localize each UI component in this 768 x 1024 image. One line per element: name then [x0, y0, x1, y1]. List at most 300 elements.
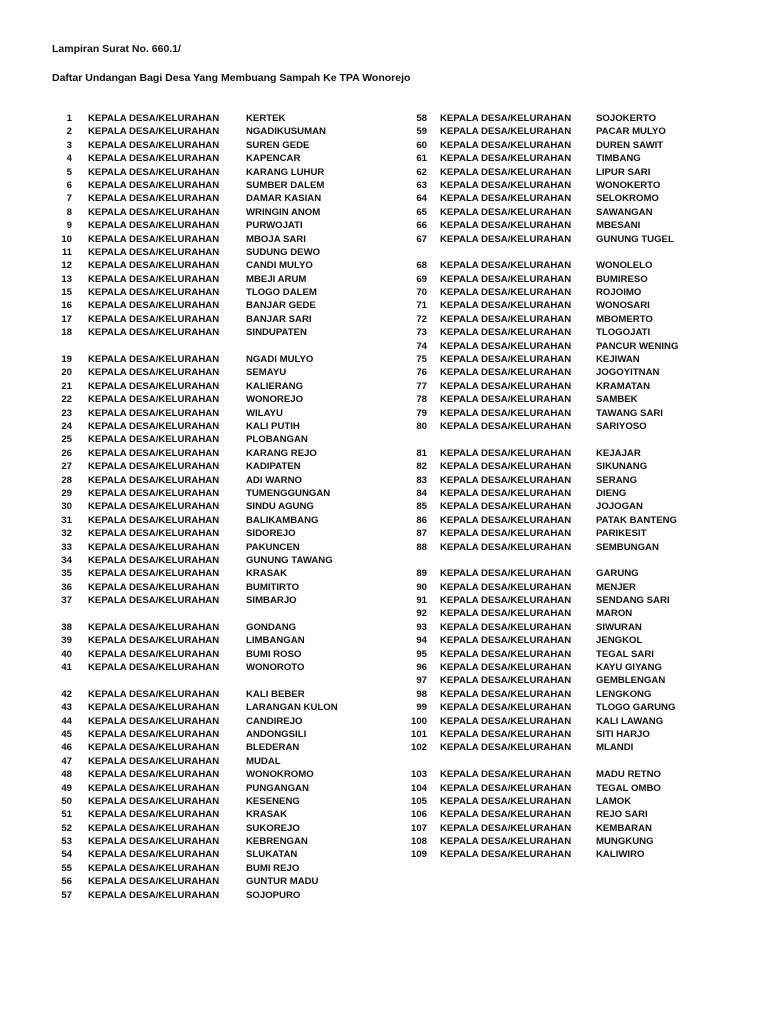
- item-number: 97: [416, 675, 427, 687]
- item-village: KEJIWAN: [596, 354, 640, 366]
- item-number: 6: [66, 179, 72, 191]
- item-number: 46: [61, 742, 72, 754]
- item-number: 47: [61, 755, 72, 767]
- list-item: [398, 848, 726, 861]
- item-village: DIENG: [596, 487, 627, 499]
- list-item: [52, 286, 376, 299]
- item-title: KEPALA DESA/KELURAHAN: [440, 220, 572, 232]
- list-item: [398, 688, 726, 701]
- list-item: [398, 541, 726, 554]
- item-number: 40: [61, 648, 72, 660]
- item-number: 26: [61, 447, 72, 459]
- item-number: 69: [416, 273, 427, 285]
- list-item: [398, 313, 726, 326]
- list-item: [52, 313, 376, 326]
- item-number: 31: [61, 514, 72, 526]
- item-village: GARUNG: [596, 568, 639, 580]
- item-title: KEPALA DESA/KELURAHAN: [440, 447, 572, 459]
- item-title: KEPALA DESA/KELURAHAN: [88, 809, 220, 821]
- list-item: [398, 233, 726, 246]
- item-village: WONOROTO: [246, 662, 305, 674]
- item-village: MBESANI: [596, 220, 641, 232]
- item-title: KEPALA DESA/KELURAHAN: [440, 849, 572, 861]
- list-item: [398, 219, 726, 232]
- letter-reference: Lampiran Surat No. 660.1/: [52, 43, 181, 55]
- item-village: ROJOIMO: [596, 287, 642, 299]
- item-title: KEPALA DESA/KELURAHAN: [88, 501, 220, 513]
- item-title: KEPALA DESA/KELURAHAN: [88, 648, 220, 660]
- item-title: KEPALA DESA/KELURAHAN: [88, 581, 220, 593]
- list-item: [398, 621, 726, 634]
- item-village: PURWOJATI: [246, 220, 303, 232]
- item-number: 19: [61, 354, 72, 366]
- item-number: 15: [61, 287, 72, 299]
- list-item: [52, 474, 376, 487]
- list-item: [398, 420, 726, 433]
- list-item: [398, 808, 726, 821]
- item-title: KEPALA DESA/KELURAHAN: [440, 487, 572, 499]
- item-number: 98: [416, 688, 427, 700]
- item-village: SIKUNANG: [596, 461, 648, 473]
- list-item: [52, 728, 376, 741]
- list-item: [398, 500, 726, 513]
- item-number: 38: [61, 621, 72, 633]
- item-title: KEPALA DESA/KELURAHAN: [88, 380, 220, 392]
- item-number: 17: [61, 313, 72, 325]
- item-title: KEPALA DESA/KELURAHAN: [88, 595, 220, 607]
- list-item: [52, 527, 376, 540]
- item-village: MADU RETNO: [596, 769, 662, 781]
- item-village: MBOMERTO: [596, 313, 653, 325]
- item-number: 105: [410, 795, 427, 807]
- item-number: 24: [61, 420, 72, 432]
- item-title: KEPALA DESA/KELURAHAN: [88, 702, 220, 714]
- item-number: 90: [416, 581, 427, 593]
- item-village: NGADI MULYO: [246, 354, 314, 366]
- item-title: KEPALA DESA/KELURAHAN: [440, 367, 572, 379]
- item-village: SARIYOSO: [596, 420, 647, 432]
- item-title: KEPALA DESA/KELURAHAN: [440, 206, 572, 218]
- item-village: WILAYU: [246, 407, 283, 419]
- item-title: KEPALA DESA/KELURAHAN: [88, 487, 220, 499]
- list-item: [52, 219, 376, 232]
- item-number: 48: [61, 769, 72, 781]
- item-title: KEPALA DESA/KELURAHAN: [88, 635, 220, 647]
- list-item: [398, 166, 726, 179]
- item-title: KEPALA DESA/KELURAHAN: [440, 742, 572, 754]
- list-item: [52, 514, 376, 527]
- list-column-right: [398, 112, 726, 862]
- list-item: [398, 192, 726, 205]
- item-title: KEPALA DESA/KELURAHAN: [88, 822, 220, 834]
- item-number: 63: [416, 179, 427, 191]
- item-title: KEPALA DESA/KELURAHAN: [440, 769, 572, 781]
- list-item: [398, 366, 726, 379]
- item-village: JENGKOL: [596, 635, 643, 647]
- item-number: 76: [416, 367, 427, 379]
- item-title: KEPALA DESA/KELURAHAN: [440, 728, 572, 740]
- item-number: 65: [416, 206, 427, 218]
- item-village: SAWANGAN: [596, 206, 653, 218]
- item-village: BUMI REJO: [246, 862, 300, 874]
- list-item: [52, 822, 376, 835]
- item-number: 12: [61, 260, 72, 272]
- item-number: 51: [61, 809, 72, 821]
- item-number: 36: [61, 581, 72, 593]
- item-number: 79: [416, 407, 427, 419]
- item-number: 109: [410, 849, 427, 861]
- item-village: SITI HARJO: [596, 728, 650, 740]
- item-village: DAMAR KASIAN: [246, 193, 322, 205]
- item-village: LAMOK: [596, 795, 632, 807]
- item-number: 35: [61, 568, 72, 580]
- list-item: [52, 259, 376, 272]
- list-item: [52, 366, 376, 379]
- item-village: KARANG LUHUR: [246, 166, 325, 178]
- item-title: KEPALA DESA/KELURAHAN: [88, 273, 220, 285]
- item-number: 44: [61, 715, 72, 727]
- list-item: [398, 353, 726, 366]
- list-item: [52, 139, 376, 152]
- item-number: 45: [61, 728, 72, 740]
- item-village: LIPUR SARI: [596, 166, 651, 178]
- list-item: [52, 299, 376, 312]
- item-village: WONOKERTO: [596, 179, 661, 191]
- item-village: LARANGAN KULON: [246, 702, 338, 714]
- item-number: 78: [416, 394, 427, 406]
- item-title: KEPALA DESA/KELURAHAN: [88, 447, 220, 459]
- item-title: KEPALA DESA/KELURAHAN: [440, 662, 572, 674]
- item-village: KRASAK: [246, 568, 288, 580]
- list-item: [398, 782, 726, 795]
- list-item: [52, 554, 376, 567]
- item-village: KEBRENGAN: [246, 836, 308, 848]
- item-title: KEPALA DESA/KELURAHAN: [440, 836, 572, 848]
- item-title: KEPALA DESA/KELURAHAN: [88, 354, 220, 366]
- item-number: 81: [416, 447, 427, 459]
- list-item: [398, 259, 726, 272]
- item-number: 55: [61, 862, 72, 874]
- item-title: KEPALA DESA/KELURAHAN: [88, 514, 220, 526]
- item-village: MBOJA SARI: [246, 233, 306, 245]
- item-number: 37: [61, 595, 72, 607]
- list-item: [52, 701, 376, 714]
- list-item: [52, 433, 376, 446]
- item-title: KEPALA DESA/KELURAHAN: [88, 407, 220, 419]
- item-village: NGADIKUSUMAN: [246, 126, 326, 138]
- item-village: SUMBER DALEM: [246, 179, 325, 191]
- item-village: KALIWIRO: [596, 849, 645, 861]
- item-number: 16: [61, 300, 72, 312]
- item-title: KEPALA DESA/KELURAHAN: [440, 501, 572, 513]
- item-number: 23: [61, 407, 72, 419]
- item-title: KEPALA DESA/KELURAHAN: [440, 702, 572, 714]
- list-item: [52, 326, 376, 339]
- item-village: LENGKONG: [596, 688, 652, 700]
- item-title: KEPALA DESA/KELURAHAN: [440, 300, 572, 312]
- item-village: CANDIREJO: [246, 715, 303, 727]
- item-village: SEMBUNGAN: [596, 541, 659, 553]
- item-village: PARIKESIT: [596, 528, 647, 540]
- list-item: [398, 206, 726, 219]
- item-title: KEPALA DESA/KELURAHAN: [88, 795, 220, 807]
- list-item: [52, 420, 376, 433]
- item-title: KEPALA DESA/KELURAHAN: [88, 662, 220, 674]
- list-item: [398, 299, 726, 312]
- item-title: KEPALA DESA/KELURAHAN: [440, 621, 572, 633]
- list-item: [398, 594, 726, 607]
- list-item: [52, 179, 376, 192]
- item-title: KEPALA DESA/KELURAHAN: [88, 313, 220, 325]
- item-village: LIMBANGAN: [246, 635, 305, 647]
- list-item: [52, 848, 376, 861]
- item-title: KEPALA DESA/KELURAHAN: [88, 179, 220, 191]
- item-number: 7: [66, 193, 72, 205]
- item-title: KEPALA DESA/KELURAHAN: [88, 260, 220, 272]
- list-column-left: [52, 112, 376, 902]
- item-village: TIMBANG: [596, 153, 641, 165]
- item-title: KEPALA DESA/KELURAHAN: [440, 795, 572, 807]
- item-village: WRINGIN ANOM: [246, 206, 321, 218]
- list-item: [52, 755, 376, 768]
- item-village: SLUKATAN: [246, 849, 298, 861]
- item-number: 68: [416, 260, 427, 272]
- item-village: BANJAR SARI: [246, 313, 312, 325]
- item-village: KESENENG: [246, 795, 300, 807]
- item-number: 25: [61, 434, 72, 446]
- item-village: TLOGO DALEM: [246, 287, 317, 299]
- item-title: KEPALA DESA/KELURAHAN: [88, 113, 220, 124]
- item-title: KEPALA DESA/KELURAHAN: [88, 715, 220, 727]
- list-item: [52, 192, 376, 205]
- list-item: [398, 822, 726, 835]
- list-item: [52, 380, 376, 393]
- item-number: 22: [61, 394, 72, 406]
- item-village: KAYU GIYANG: [596, 662, 662, 674]
- list-item: [52, 835, 376, 848]
- item-title: KEPALA DESA/KELURAHAN: [440, 568, 572, 580]
- list-item: [398, 607, 726, 620]
- item-village: MUNGKUNG: [596, 836, 654, 848]
- item-title: KEPALA DESA/KELURAHAN: [440, 233, 572, 245]
- item-village: SOJOPURO: [246, 889, 301, 901]
- item-title: KEPALA DESA/KELURAHAN: [88, 528, 220, 540]
- item-number: 96: [416, 662, 427, 674]
- item-title: KEPALA DESA/KELURAHAN: [440, 648, 572, 660]
- item-village: TLOGOJATI: [596, 327, 651, 339]
- list-item: [398, 326, 726, 339]
- item-number: 9: [66, 220, 72, 232]
- item-number: 93: [416, 621, 427, 633]
- list-item: [52, 621, 376, 634]
- item-village: JOJOGAN: [596, 501, 643, 513]
- item-village: BUMITIRTO: [246, 581, 300, 593]
- item-number: 1: [66, 113, 72, 124]
- item-number: 104: [410, 782, 427, 794]
- item-title: KEPALA DESA/KELURAHAN: [88, 474, 220, 486]
- item-number: 20: [61, 367, 72, 379]
- item-title: KEPALA DESA/KELURAHAN: [88, 782, 220, 794]
- item-title: KEPALA DESA/KELURAHAN: [88, 862, 220, 874]
- list-item: [398, 125, 726, 138]
- item-title: KEPALA DESA/KELURAHAN: [88, 153, 220, 165]
- item-title: KEPALA DESA/KELURAHAN: [440, 474, 572, 486]
- item-village: BANJAR GEDE: [246, 300, 316, 312]
- item-title: KEPALA DESA/KELURAHAN: [440, 340, 572, 352]
- item-number: 74: [416, 340, 427, 352]
- list-item: [52, 500, 376, 513]
- item-village: KAPENCAR: [246, 153, 301, 165]
- item-number: 27: [61, 461, 72, 473]
- item-village: DUREN SAWIT: [596, 139, 664, 151]
- list-item: [52, 152, 376, 165]
- item-number: 67: [416, 233, 427, 245]
- item-village: GONDANG: [246, 621, 297, 633]
- list-item: [398, 728, 726, 741]
- item-number: 28: [61, 474, 72, 486]
- list-item: [398, 741, 726, 754]
- item-title: KEPALA DESA/KELURAHAN: [440, 541, 572, 553]
- list-item: [398, 179, 726, 192]
- list-item: [52, 862, 376, 875]
- item-number: 75: [416, 354, 427, 366]
- item-number: 10: [61, 233, 72, 245]
- item-title: KEPALA DESA/KELURAHAN: [88, 193, 220, 205]
- list-item: [52, 581, 376, 594]
- item-village: KALI LAWANG: [596, 715, 664, 727]
- item-title: KEPALA DESA/KELURAHAN: [440, 126, 572, 138]
- item-number: 11: [61, 246, 72, 258]
- list-item: [52, 125, 376, 138]
- list-item: [52, 648, 376, 661]
- item-title: KEPALA DESA/KELURAHAN: [440, 635, 572, 647]
- item-number: 85: [416, 501, 427, 513]
- item-title: KEPALA DESA/KELURAHAN: [440, 420, 572, 432]
- list-item: [398, 567, 726, 580]
- item-title: KEPALA DESA/KELURAHAN: [440, 354, 572, 366]
- item-village: PACAR MULYO: [596, 126, 666, 138]
- item-number: 66: [416, 220, 427, 232]
- item-number: 41: [61, 662, 72, 674]
- item-number: 89: [416, 568, 427, 580]
- item-village: GUNTUR MADU: [246, 876, 319, 888]
- item-title: KEPALA DESA/KELURAHAN: [440, 327, 572, 339]
- item-number: 94: [416, 635, 427, 647]
- item-number: 58: [416, 113, 427, 124]
- list-item: [52, 447, 376, 460]
- item-title: KEPALA DESA/KELURAHAN: [88, 206, 220, 218]
- item-title: KEPALA DESA/KELURAHAN: [88, 889, 220, 901]
- list-item: [398, 407, 726, 420]
- item-village: SINDU AGUNG: [246, 501, 314, 513]
- item-number: 86: [416, 514, 427, 526]
- item-number: 84: [416, 487, 427, 499]
- item-village: WONOREJO: [246, 394, 304, 406]
- list-item: [398, 835, 726, 848]
- list-item: [398, 447, 726, 460]
- item-number: 34: [61, 554, 72, 566]
- item-title: KEPALA DESA/KELURAHAN: [88, 728, 220, 740]
- list-item: [398, 393, 726, 406]
- item-title: KEPALA DESA/KELURAHAN: [88, 327, 220, 339]
- list-item: [52, 567, 376, 580]
- item-title: KEPALA DESA/KELURAHAN: [88, 621, 220, 633]
- item-title: KEPALA DESA/KELURAHAN: [88, 246, 220, 258]
- list-item: [52, 206, 376, 219]
- item-number: 18: [61, 327, 72, 339]
- item-title: KEPALA DESA/KELURAHAN: [440, 287, 572, 299]
- item-number: 49: [61, 782, 72, 794]
- item-title: KEPALA DESA/KELURAHAN: [88, 554, 220, 566]
- item-village: SOJOKERTO: [596, 113, 657, 124]
- item-title: KEPALA DESA/KELURAHAN: [440, 581, 572, 593]
- list-item: [398, 514, 726, 527]
- item-number: 70: [416, 287, 427, 299]
- item-village: MARON: [596, 608, 633, 620]
- list-item: [398, 474, 726, 487]
- item-village: CANDI MULYO: [246, 260, 313, 272]
- item-village: GUNUNG TUGEL: [596, 233, 674, 245]
- item-title: KEPALA DESA/KELURAHAN: [440, 407, 572, 419]
- item-village: SENDANG SARI: [596, 595, 670, 607]
- list-item: [52, 715, 376, 728]
- item-title: KEPALA DESA/KELURAHAN: [88, 394, 220, 406]
- item-village: SUKOREJO: [246, 822, 300, 834]
- item-village: SINDUPATEN: [246, 327, 307, 339]
- item-village: KARANG REJO: [246, 447, 317, 459]
- list-item: [52, 407, 376, 420]
- item-village: WONOKROMO: [246, 769, 314, 781]
- item-title: KEPALA DESA/KELURAHAN: [440, 688, 572, 700]
- list-item: [398, 674, 726, 687]
- list-item: [398, 634, 726, 647]
- item-number: 80: [416, 420, 427, 432]
- item-number: 4: [66, 153, 72, 165]
- list-item: [52, 487, 376, 500]
- item-number: 29: [61, 487, 72, 499]
- item-title: KEPALA DESA/KELURAHAN: [440, 260, 572, 272]
- item-number: 13: [61, 273, 72, 285]
- item-title: KEPALA DESA/KELURAHAN: [440, 273, 572, 285]
- item-number: 95: [416, 648, 427, 660]
- item-title: KEPALA DESA/KELURAHAN: [88, 287, 220, 299]
- item-number: 33: [61, 541, 72, 553]
- item-village: TEGAL SARI: [596, 648, 654, 660]
- list-item: [52, 875, 376, 888]
- item-village: SIDOREJO: [246, 528, 296, 540]
- item-number: 50: [61, 795, 72, 807]
- item-number: 77: [416, 380, 427, 392]
- item-title: KEPALA DESA/KELURAHAN: [88, 220, 220, 232]
- item-title: KEPALA DESA/KELURAHAN: [440, 608, 572, 620]
- item-number: 3: [66, 139, 72, 151]
- list-item: [52, 541, 376, 554]
- item-title: KEPALA DESA/KELURAHAN: [440, 715, 572, 727]
- item-title: KEPALA DESA/KELURAHAN: [440, 380, 572, 392]
- item-village: WONOLELO: [596, 260, 653, 272]
- list-item: [398, 152, 726, 165]
- list-item: [398, 768, 726, 781]
- list-item: [398, 581, 726, 594]
- item-title: KEPALA DESA/KELURAHAN: [88, 568, 220, 580]
- item-title: KEPALA DESA/KELURAHAN: [88, 139, 220, 151]
- list-item: [52, 741, 376, 754]
- item-number: 42: [61, 688, 72, 700]
- item-village: TLOGO GARUNG: [596, 702, 676, 714]
- item-village: SAMBEK: [596, 394, 638, 406]
- item-village: KALIERANG: [246, 380, 304, 392]
- list-item: [398, 648, 726, 661]
